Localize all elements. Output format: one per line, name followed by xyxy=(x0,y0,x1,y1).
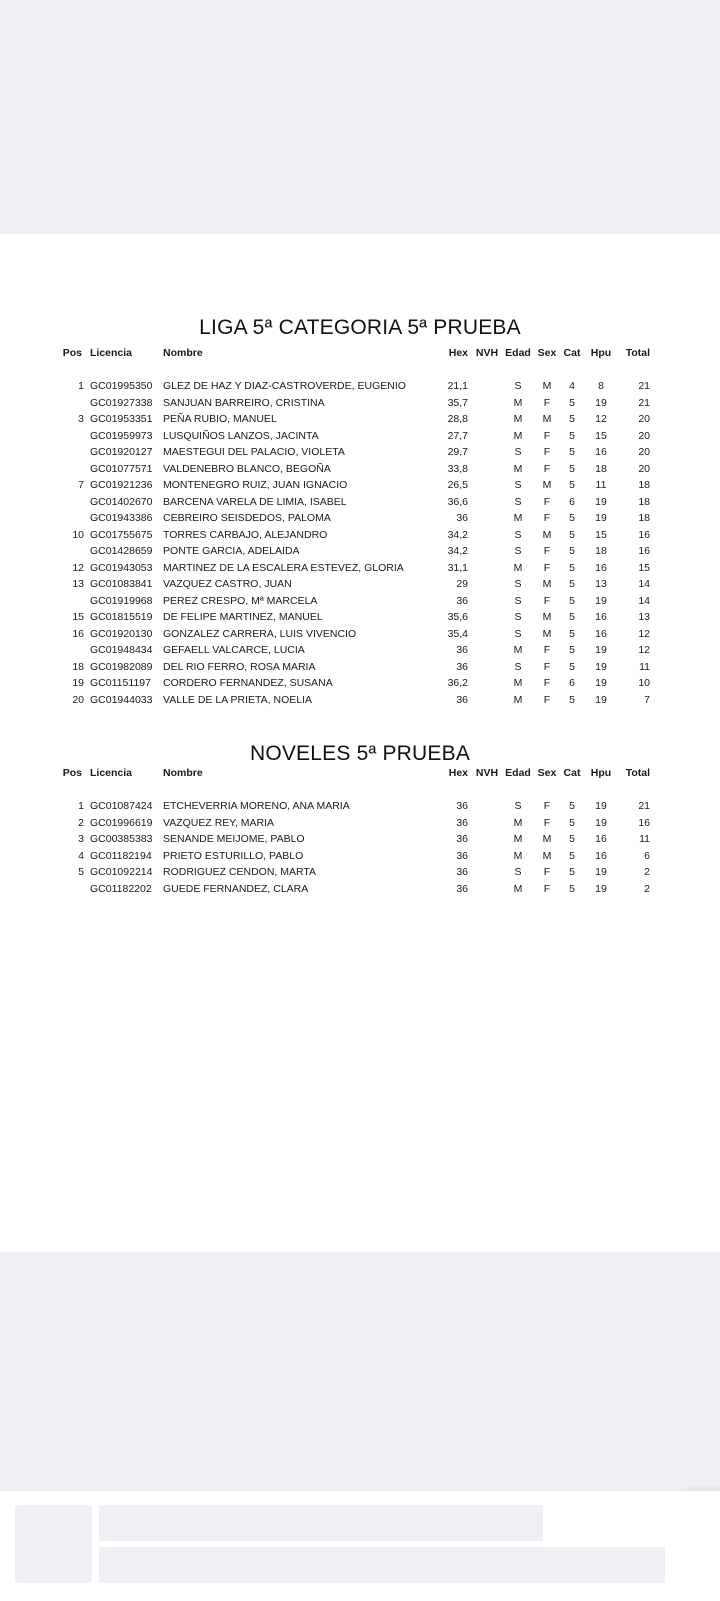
cell-sex: M xyxy=(542,479,552,491)
cell-hex: 34,2 xyxy=(447,545,468,557)
cell-total: 7 xyxy=(644,693,650,706)
cell-cat: 5 xyxy=(569,816,575,829)
col-cat-header: Cat xyxy=(563,767,581,779)
cell-total: 16 xyxy=(638,528,650,541)
cell-licencia: GC01982089 xyxy=(90,660,153,673)
cell-pos: 19 xyxy=(72,677,84,689)
cell-licencia: GC01953351 xyxy=(90,413,153,425)
cell-total: 12 xyxy=(638,627,650,640)
cell-sex: F xyxy=(543,660,551,673)
cell-nombre: PONTE GARCIA, ADELAIDA xyxy=(163,545,300,557)
cell-sex: M xyxy=(542,627,552,640)
cell-hex: 36 xyxy=(456,800,468,812)
cell-hpu: 19 xyxy=(595,512,607,524)
table-row xyxy=(0,881,720,897)
cell-pos: 3 xyxy=(78,833,84,845)
cell-hpu: 19 xyxy=(595,677,607,689)
table-row xyxy=(0,560,720,576)
cell-total: 20 xyxy=(638,429,650,442)
cell-sex: F xyxy=(543,644,551,656)
col-nombre-header: Nombre xyxy=(163,767,203,779)
col-total-header: Total xyxy=(625,767,650,779)
table-row xyxy=(0,395,720,411)
cell-cat: 5 xyxy=(569,446,575,458)
cell-edad: S xyxy=(514,660,522,673)
cell-edad: S xyxy=(514,446,522,458)
cell-edad: M xyxy=(513,849,523,862)
cell-edad: M xyxy=(513,644,523,656)
cell-hpu: 19 xyxy=(595,816,607,829)
cell-sex: M xyxy=(542,849,552,862)
cell-nombre: MONTENEGRO RUIZ, JUAN IGNACIO xyxy=(163,479,348,491)
ad-text-placeholder xyxy=(99,1505,543,1541)
table-row xyxy=(0,864,720,880)
ad-text-placeholder xyxy=(99,1547,665,1583)
cell-hpu: 13 xyxy=(595,578,607,590)
table-row xyxy=(0,626,720,642)
cell-pos: 12 xyxy=(72,561,84,574)
cell-cat: 5 xyxy=(569,627,575,640)
cell-edad: S xyxy=(514,627,522,640)
cell-pos: 4 xyxy=(78,849,84,862)
cell-total: 10 xyxy=(638,677,650,689)
col-hex-header: Hex xyxy=(448,767,468,779)
cell-edad: S xyxy=(514,578,522,590)
cell-cat: 5 xyxy=(569,396,575,409)
table-row xyxy=(0,593,720,609)
cell-cat: 6 xyxy=(569,495,575,508)
cell-nombre: VALDENEBRO BLANCO, BEGOÑA xyxy=(163,462,331,475)
cell-cat: 5 xyxy=(569,693,575,706)
cell-sex: M xyxy=(542,528,552,541)
cell-licencia: GC01092214 xyxy=(90,866,153,878)
cell-hex: 26,5 xyxy=(447,479,468,491)
cell-sex: F xyxy=(543,512,551,524)
cell-pos: 13 xyxy=(72,578,84,590)
cell-edad: M xyxy=(513,882,523,895)
cell-licencia: GC01083841 xyxy=(90,578,153,590)
table-row xyxy=(0,815,720,831)
table-row xyxy=(0,576,720,592)
cell-nombre: GEFAELL VALCARCE, LUCIA xyxy=(163,644,305,656)
cell-hpu: 19 xyxy=(595,866,607,878)
cell-sex: F xyxy=(543,545,551,557)
cell-hpu: 19 xyxy=(595,594,607,607)
cell-cat: 5 xyxy=(569,512,575,524)
table-row xyxy=(0,477,720,493)
cell-hex: 34,2 xyxy=(447,528,468,541)
cell-hpu: 16 xyxy=(595,833,607,845)
cell-licencia: GC01151197 xyxy=(90,677,151,689)
cell-hpu: 12 xyxy=(595,413,607,425)
cell-hpu: 19 xyxy=(595,495,607,508)
cell-hex: 21,1 xyxy=(447,380,468,392)
col-sex-header: Sex xyxy=(537,767,557,779)
col-nvh-header: NVH xyxy=(475,767,499,779)
cell-edad: M xyxy=(513,693,523,706)
cell-hex: 29,7 xyxy=(447,446,468,458)
cell-edad: S xyxy=(514,528,522,541)
cell-licencia: GC01077571 xyxy=(90,462,153,475)
cell-sex: F xyxy=(543,462,551,475)
cell-total: 11 xyxy=(639,660,650,673)
table-row xyxy=(0,378,720,394)
cell-hex: 36,6 xyxy=(447,495,468,508)
cell-total: 21 xyxy=(638,396,650,409)
cell-sex: F xyxy=(543,396,551,409)
noveles-header-row xyxy=(0,765,720,781)
cell-total: 2 xyxy=(644,866,650,878)
cell-edad: S xyxy=(514,479,522,491)
cell-nombre: GONZALEZ CARRERA, LUIS VIVENCIO xyxy=(163,627,357,640)
cell-hex: 36 xyxy=(456,512,468,524)
col-pos-header: Pos xyxy=(62,347,82,359)
col-hex-header: Hex xyxy=(448,347,468,359)
cell-edad: S xyxy=(514,866,522,878)
table-row xyxy=(0,411,720,427)
col-nombre-header: Nombre xyxy=(163,347,203,359)
cell-licencia: GC01920127 xyxy=(90,446,153,458)
cell-cat: 5 xyxy=(569,561,575,574)
cell-hpu: 18 xyxy=(595,545,607,557)
cell-licencia: GC01943053 xyxy=(90,561,153,574)
cell-hex: 35,7 xyxy=(447,396,468,409)
cell-licencia: GC01182202 xyxy=(90,882,152,895)
cell-licencia: GC01959973 xyxy=(90,429,153,442)
cell-cat: 5 xyxy=(569,479,575,491)
cell-edad: M xyxy=(513,561,523,574)
cell-hex: 36 xyxy=(456,833,468,845)
cell-hex: 36 xyxy=(456,816,468,829)
cell-licencia: GC01921236 xyxy=(90,479,153,491)
cell-total: 14 xyxy=(638,594,650,607)
cell-sex: F xyxy=(543,561,551,574)
cell-hpu: 19 xyxy=(595,644,607,656)
cell-nombre: VAZQUEZ CASTRO, JUAN xyxy=(163,578,292,590)
cell-hpu: 15 xyxy=(595,528,607,541)
cell-nombre: ETCHEVERRIA MORENO, ANA MARIA xyxy=(163,800,350,812)
cell-edad: M xyxy=(513,429,523,442)
cell-licencia: GC01087424 xyxy=(90,800,153,812)
col-nvh-header: NVH xyxy=(475,347,499,359)
cell-hpu: 19 xyxy=(595,882,607,895)
col-cat-header: Cat xyxy=(563,347,581,359)
cell-total: 21 xyxy=(638,380,650,392)
cell-licencia: GC01428659 xyxy=(90,545,153,557)
cell-pos: 7 xyxy=(78,479,84,491)
cell-cat: 5 xyxy=(569,413,575,425)
cell-nombre: PEREZ CRESPO, Mª MARCELA xyxy=(163,594,318,607)
cell-sex: F xyxy=(543,866,551,878)
table-row xyxy=(0,428,720,444)
cell-hex: 36 xyxy=(456,866,468,878)
liga-header-row xyxy=(0,345,720,361)
cell-cat: 5 xyxy=(569,545,575,557)
cell-nombre: DEL RIO FERRO, ROSA MARIA xyxy=(163,660,316,673)
cell-cat: 5 xyxy=(569,528,575,541)
cell-pos: 1 xyxy=(78,380,84,392)
cell-total: 21 xyxy=(638,800,650,812)
cell-nombre: GUEDE FERNANDEZ, CLARA xyxy=(163,882,309,895)
cell-hpu: 15 xyxy=(595,429,607,442)
cell-sex: F xyxy=(543,594,551,607)
cell-edad: S xyxy=(514,495,522,508)
cell-cat: 5 xyxy=(569,462,575,475)
cell-cat: 5 xyxy=(569,882,575,895)
col-sex-header: Sex xyxy=(537,347,557,359)
cell-nombre: TORRES CARBAJO, ALEJANDRO xyxy=(163,528,328,541)
cell-licencia: GC01755675 xyxy=(90,528,153,541)
cell-pos: 2 xyxy=(78,816,84,829)
cell-cat: 6 xyxy=(569,677,575,689)
cell-cat: 4 xyxy=(569,380,575,392)
cell-sex: F xyxy=(543,882,551,895)
cell-hex: 36 xyxy=(456,849,468,862)
table-row xyxy=(0,675,720,691)
cell-cat: 5 xyxy=(569,866,575,878)
cell-sex: F xyxy=(543,495,551,508)
cell-cat: 5 xyxy=(569,800,575,812)
cell-pos: 3 xyxy=(78,413,84,425)
cell-licencia: GC01402670 xyxy=(90,495,153,508)
table-row xyxy=(0,642,720,658)
cell-edad: S xyxy=(514,545,522,557)
cell-nombre: GLEZ DE HAZ Y DIAZ-CASTROVERDE, EUGENIO xyxy=(163,380,406,392)
cell-pos: 15 xyxy=(72,611,84,623)
cell-edad: M xyxy=(513,677,523,689)
cell-total: 20 xyxy=(638,446,650,458)
cell-hex: 36 xyxy=(456,594,468,607)
cell-hpu: 19 xyxy=(595,660,607,673)
cell-licencia: GC01182194 xyxy=(90,849,152,862)
col-hpu-header: Hpu xyxy=(590,347,612,359)
cell-total: 18 xyxy=(638,512,650,524)
cell-hpu: 18 xyxy=(595,462,607,475)
cell-total: 11 xyxy=(639,833,650,845)
cell-edad: M xyxy=(513,396,523,409)
cell-sex: M xyxy=(542,833,552,845)
cell-edad: S xyxy=(514,594,522,607)
cell-licencia: GC01920130 xyxy=(90,627,153,640)
col-edad-header: Edad xyxy=(505,767,531,779)
col-total-header: Total xyxy=(625,347,650,359)
table-row xyxy=(0,543,720,559)
cell-total: 16 xyxy=(638,545,650,557)
cell-total: 20 xyxy=(638,462,650,475)
table-row xyxy=(0,692,720,708)
cell-sex: M xyxy=(542,380,552,392)
cell-total: 6 xyxy=(644,849,650,862)
cell-edad: M xyxy=(513,462,523,475)
liga-title: LIGA 5ª CATEGORIA 5ª PRUEBA xyxy=(199,316,521,339)
cell-total: 20 xyxy=(638,413,650,425)
cell-nombre: RODRIGUEZ CENDON, MARTA xyxy=(163,866,317,878)
cell-cat: 5 xyxy=(569,849,575,862)
cell-nombre: SANJUAN BARREIRO, CRISTINA xyxy=(163,396,325,409)
cell-licencia: GC01815519 xyxy=(90,611,153,623)
col-hpu-header: Hpu xyxy=(590,767,612,779)
cell-cat: 5 xyxy=(569,644,575,656)
cell-pos: 18 xyxy=(72,660,84,673)
table-row xyxy=(0,659,720,675)
cell-cat: 5 xyxy=(569,429,575,442)
cell-licencia: GC01919968 xyxy=(90,594,153,607)
cell-licencia: GC01927338 xyxy=(90,396,153,409)
top-ad-placeholder xyxy=(0,0,720,234)
cell-nombre: VAZQUEZ REY, MARIA xyxy=(163,816,275,829)
cell-hex: 31,1 xyxy=(447,561,468,574)
table-row xyxy=(0,831,720,847)
cell-total: 16 xyxy=(638,816,650,829)
ad-banner[interactable] xyxy=(0,1490,720,1601)
cell-total: 12 xyxy=(638,644,650,656)
cell-licencia: GC01944033 xyxy=(90,693,153,706)
cell-sex: F xyxy=(543,693,551,706)
cell-hpu: 16 xyxy=(595,627,607,640)
cell-total: 15 xyxy=(638,561,650,574)
cell-hex: 35,6 xyxy=(447,611,468,623)
cell-total: 18 xyxy=(638,495,650,508)
cell-pos: 10 xyxy=(72,528,84,541)
cell-pos: 1 xyxy=(78,800,84,812)
cell-cat: 5 xyxy=(569,594,575,607)
cell-total: 13 xyxy=(638,611,650,623)
col-pos-header: Pos xyxy=(62,767,82,779)
col-licencia-header: Licencia xyxy=(90,767,133,779)
cell-nombre: LUSQUIÑOS LANZOS, JACINTA xyxy=(163,429,319,442)
table-row xyxy=(0,798,720,814)
cell-pos: 20 xyxy=(72,693,84,706)
cell-nombre: CEBREIRO SEISDEDOS, PALOMA xyxy=(163,512,331,524)
cell-nombre: CORDERO FERNANDEZ, SUSANA xyxy=(163,677,333,689)
table-row xyxy=(0,444,720,460)
table-row xyxy=(0,510,720,526)
cell-sex: M xyxy=(542,578,552,590)
table-row xyxy=(0,461,720,477)
cell-cat: 5 xyxy=(569,611,575,623)
cell-hpu: 19 xyxy=(595,800,607,812)
cell-hpu: 11 xyxy=(595,479,607,491)
cell-sex: F xyxy=(543,429,551,442)
cell-hex: 28,8 xyxy=(447,413,468,425)
cell-total: 2 xyxy=(644,882,650,895)
cell-nombre: PRIETO ESTURILLO, PABLO xyxy=(163,849,304,862)
cell-nombre: MARTINEZ DE LA ESCALERA ESTEVEZ, GLORIA xyxy=(163,561,404,574)
cell-cat: 5 xyxy=(569,833,575,845)
cell-hpu: 16 xyxy=(595,849,607,862)
cell-hex: 35,4 xyxy=(447,627,468,640)
noveles-title: NOVELES 5ª PRUEBA xyxy=(249,742,471,765)
cell-pos: 16 xyxy=(72,627,84,640)
cell-nombre: SENANDE MEIJOME, PABLO xyxy=(163,833,305,845)
cell-pos: 5 xyxy=(78,866,84,878)
cell-licencia: GC01996619 xyxy=(90,816,153,829)
cell-edad: M xyxy=(513,833,523,845)
cell-total: 18 xyxy=(638,479,650,491)
cell-nombre: MAESTEGUI DEL PALACIO, VIOLETA xyxy=(163,446,345,458)
cell-hex: 27,7 xyxy=(447,429,468,442)
cell-edad: S xyxy=(514,380,522,392)
cell-hex: 36,2 xyxy=(447,677,468,689)
cell-sex: F xyxy=(543,446,551,458)
cell-sex: M xyxy=(542,611,552,623)
cell-hex: 29 xyxy=(456,578,468,590)
cell-edad: M xyxy=(513,816,523,829)
cell-licencia: GC01948434 xyxy=(90,644,153,656)
cell-nombre: VALLE DE LA PRIETA, NOELIA xyxy=(163,693,313,706)
cell-hpu: 16 xyxy=(595,611,607,623)
cell-licencia: GC01995350 xyxy=(90,380,153,392)
cell-hpu: 8 xyxy=(598,380,604,392)
cell-edad: S xyxy=(514,800,522,812)
cell-sex: F xyxy=(543,816,551,829)
cell-hex: 36 xyxy=(456,882,468,895)
col-edad-header: Edad xyxy=(505,347,531,359)
cell-nombre: PEÑA RUBIO, MANUEL xyxy=(163,413,277,425)
cell-nombre: BARCENA VARELA DE LIMIA, ISABEL xyxy=(163,495,347,508)
cell-edad: M xyxy=(513,413,523,425)
cell-sex: F xyxy=(543,800,551,812)
cell-hpu: 16 xyxy=(595,446,607,458)
table-row xyxy=(0,527,720,543)
cell-nombre: DE FELIPE MARTINEZ, MANUEL xyxy=(163,611,323,623)
cell-total: 14 xyxy=(638,578,650,590)
cell-licencia: GC00385383 xyxy=(90,833,153,845)
cell-edad: M xyxy=(513,512,523,524)
cell-hex: 33,8 xyxy=(447,462,468,475)
cell-cat: 5 xyxy=(569,660,575,673)
table-row xyxy=(0,609,720,625)
cell-edad: S xyxy=(514,611,522,623)
cell-hpu: 19 xyxy=(595,693,607,706)
cell-hex: 36 xyxy=(456,693,468,706)
cell-hex: 36 xyxy=(456,644,468,656)
table-row xyxy=(0,848,720,864)
cell-hpu: 16 xyxy=(595,561,607,574)
results-document xyxy=(0,234,720,1252)
cell-sex: M xyxy=(542,413,552,425)
col-licencia-header: Licencia xyxy=(90,347,133,359)
cell-hpu: 19 xyxy=(595,396,607,409)
cell-sex: F xyxy=(543,677,551,689)
cell-licencia: GC01943386 xyxy=(90,512,153,524)
cell-hex: 36 xyxy=(456,660,468,673)
ad-thumbnail[interactable] xyxy=(15,1505,92,1583)
cell-cat: 5 xyxy=(569,578,575,590)
table-row xyxy=(0,494,720,510)
